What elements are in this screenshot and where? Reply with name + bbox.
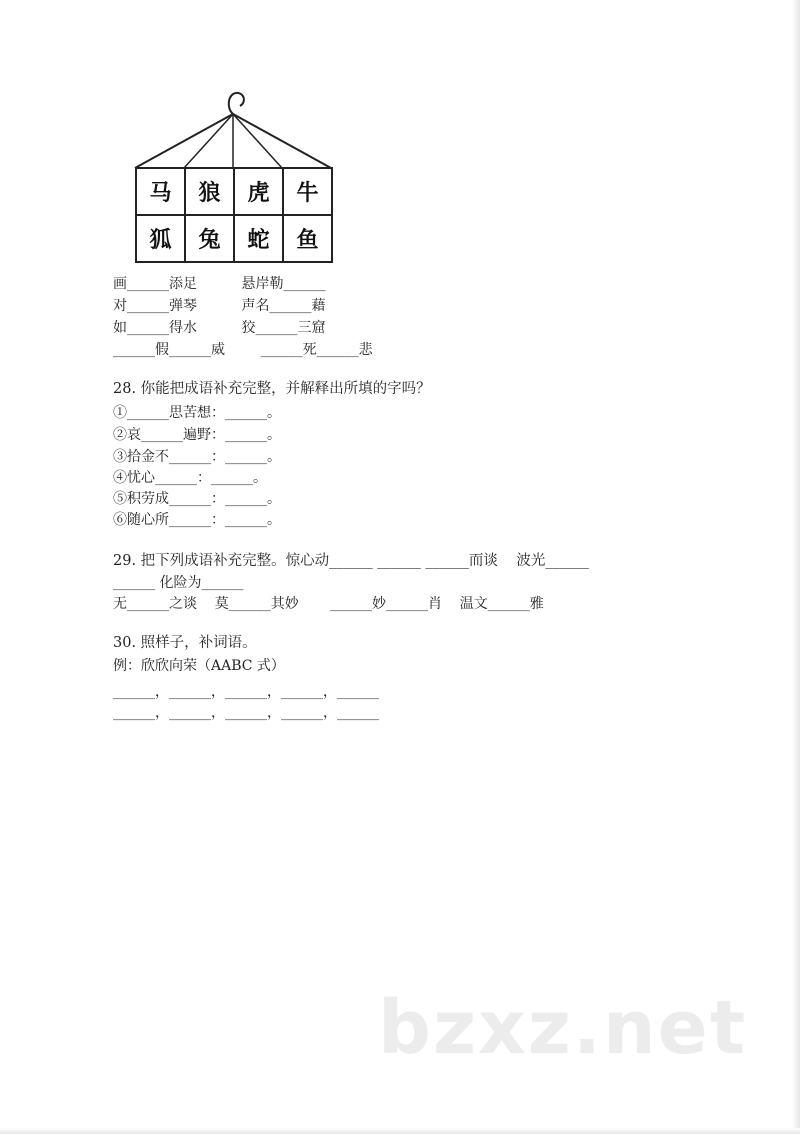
question-30-title: 30. 照样子，补词语。	[113, 635, 257, 651]
grid-cell: 虎	[235, 169, 284, 216]
q28-item-6: ⑥随心所______：______。	[113, 512, 281, 528]
idiom-line-1: 画______添足 悬岸勒______	[113, 276, 326, 292]
question-28-title: 28. 你能把成语补充完整，并解释出所填的字吗？	[113, 381, 431, 397]
watermark: bzxz.net	[378, 985, 748, 1071]
q30-blank-row-2: ______，______，______，______，______	[113, 705, 379, 721]
grid-cell: 马	[137, 169, 186, 216]
grid-cell: 兔	[186, 216, 235, 263]
q29-line-3: 无______之谈 莫______其妙 ______妙______肖 温文______雅	[113, 596, 544, 612]
grid-cell: 蛇	[235, 216, 284, 263]
q29-line-2: ______ 化险为______	[113, 575, 244, 591]
page-right-edge	[792, 0, 800, 1134]
idiom-line-2: 对______弹琴 声名______藉	[113, 298, 326, 314]
page-bottom-edge	[0, 1128, 800, 1134]
q28-item-2: ②哀______遍野：______。	[113, 427, 281, 443]
grid-cell: 牛	[284, 169, 333, 216]
q28-item-1: ①______思苦想：______。	[113, 405, 281, 421]
q28-item-3: ③拾金不______：______。	[113, 449, 281, 465]
idiom-line-3: 如______得水 狡______三窟	[113, 320, 326, 336]
q28-item-5: ⑤积劳成______：______。	[113, 491, 281, 507]
grid-cell: 狐	[137, 216, 186, 263]
q30-blank-row-1: ______，______，______，______，______	[113, 684, 379, 700]
grid-cell: 狼	[186, 169, 235, 216]
idiom-line-4: ______假______威 ______死______悲	[113, 342, 373, 358]
question-29-title: 29. 把下列成语补充完整。惊心动______ ______ ______而谈 波光______	[113, 553, 589, 569]
animal-character-grid	[135, 167, 333, 263]
q30-example: 例：欣欣向荣（AABC 式）	[113, 658, 285, 674]
q28-item-4: ④忧心______：______。	[113, 470, 267, 486]
grid-cell: 鱼	[284, 216, 333, 263]
